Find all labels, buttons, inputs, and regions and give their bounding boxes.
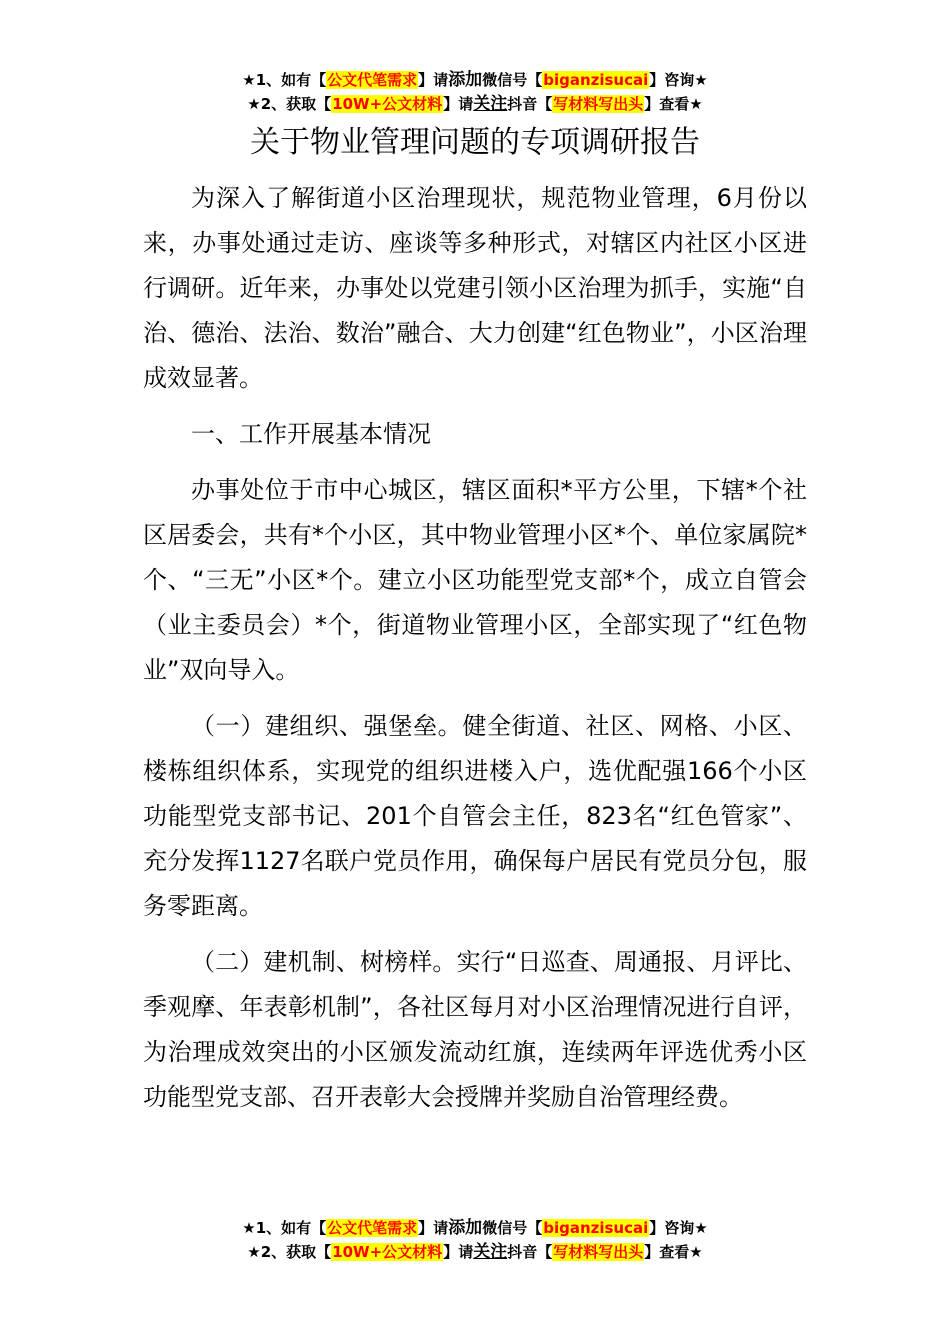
document-title: 关于物业管理问题的专项调研报告 — [250, 125, 700, 160]
promo-notice-top — [0, 68, 950, 116]
highlighted-text: 10W+公文材料 — [332, 1243, 443, 1261]
emphasized-text: 关注 — [473, 94, 508, 114]
section-paragraph: 办事处位于市中心城区，辖区面积*平方公里，下辖*个社区居委会，共有*个小区，其中物业管理小区*个、单位家属院*个、“三无”小区*个。建立小区功能型党支部*个，成立自管会（业主委员会）*个，街道物业管理小区，全部实现了“红色物业”双向导入。 — [143, 476, 807, 684]
promo-notice-bottom — [0, 1216, 950, 1264]
notice-text: 抖音【 — [507, 1243, 553, 1261]
notice-text: 微信号【 — [482, 71, 543, 89]
promo-line-2 — [0, 1240, 950, 1264]
notice-text: 微信号【 — [482, 1219, 543, 1237]
promo-line-1 — [0, 1216, 950, 1240]
item-paragraph-1: （一）建组织、强堡垒。健全街道、社区、网格、小区、楼栋组织体系，实现党的组织进楼入户，选优配强166个小区功能型党支部书记、201个自管会主任，823名“红色管家”、充分发挥1127名联户党员作用，确保每户居民有党员分包，服务零距离。 — [143, 712, 807, 920]
highlighted-text: 公文代笔需求 — [327, 1219, 418, 1237]
notice-text: 】查看★ — [644, 1243, 703, 1261]
notice-text: 】查看★ — [644, 95, 703, 113]
promo-line-1 — [0, 68, 950, 92]
section-heading: 一、工作开展基本情况 — [191, 420, 431, 448]
emphasized-text: 添加 — [448, 1218, 483, 1238]
notice-text: 抖音【 — [507, 95, 553, 113]
notice-text: 】请 — [443, 95, 474, 113]
intro-paragraph: 为深入了解街道小区治理现状，规范物业管理，6月份以来，办事处通过走访、座谈等多种形式，对辖区内社区小区进行调研。近年来，办事处以党建引领小区治理为抓手，实施“自治、德治、法治、数治”融合、大力创建“红色物业”，小区治理成效显著。 — [143, 184, 807, 392]
notice-text: 】咨询★ — [649, 71, 708, 89]
wechat-id-text: biganzisucai — [543, 1219, 649, 1237]
promo-line-2 — [0, 92, 950, 116]
highlighted-text: 公文代笔需求 — [327, 71, 418, 89]
notice-text: ★2、获取【 — [247, 95, 332, 113]
notice-text: ★2、获取【 — [247, 1243, 332, 1261]
douyin-name-text: 写材料写出头 — [553, 95, 644, 113]
notice-text: 】请 — [443, 1243, 474, 1261]
item-paragraph-2: （二）建机制、树榜样。实行“日巡查、周通报、月评比、季观摩、年表彰机制”，各社区每月对小区治理情况进行自评，为治理成效突出的小区颁发流动红旗，连续两年评选优秀小区功能型党支部、召开表彰大会授牌并奖励自治管理经费。 — [143, 948, 807, 1111]
douyin-name-text: 写材料写出头 — [553, 1243, 644, 1261]
notice-text: 】请 — [418, 71, 449, 89]
notice-text: 】咨询★ — [649, 1219, 708, 1237]
emphasized-text: 添加 — [448, 70, 483, 90]
document-body — [143, 176, 807, 1131]
notice-text: 】请 — [418, 1219, 449, 1237]
notice-text: ★1、如有【 — [242, 71, 327, 89]
emphasized-text: 关注 — [473, 1242, 508, 1262]
notice-text: ★1、如有【 — [242, 1219, 327, 1237]
highlighted-text: 10W+公文材料 — [332, 95, 443, 113]
wechat-id-text: biganzisucai — [543, 71, 649, 89]
